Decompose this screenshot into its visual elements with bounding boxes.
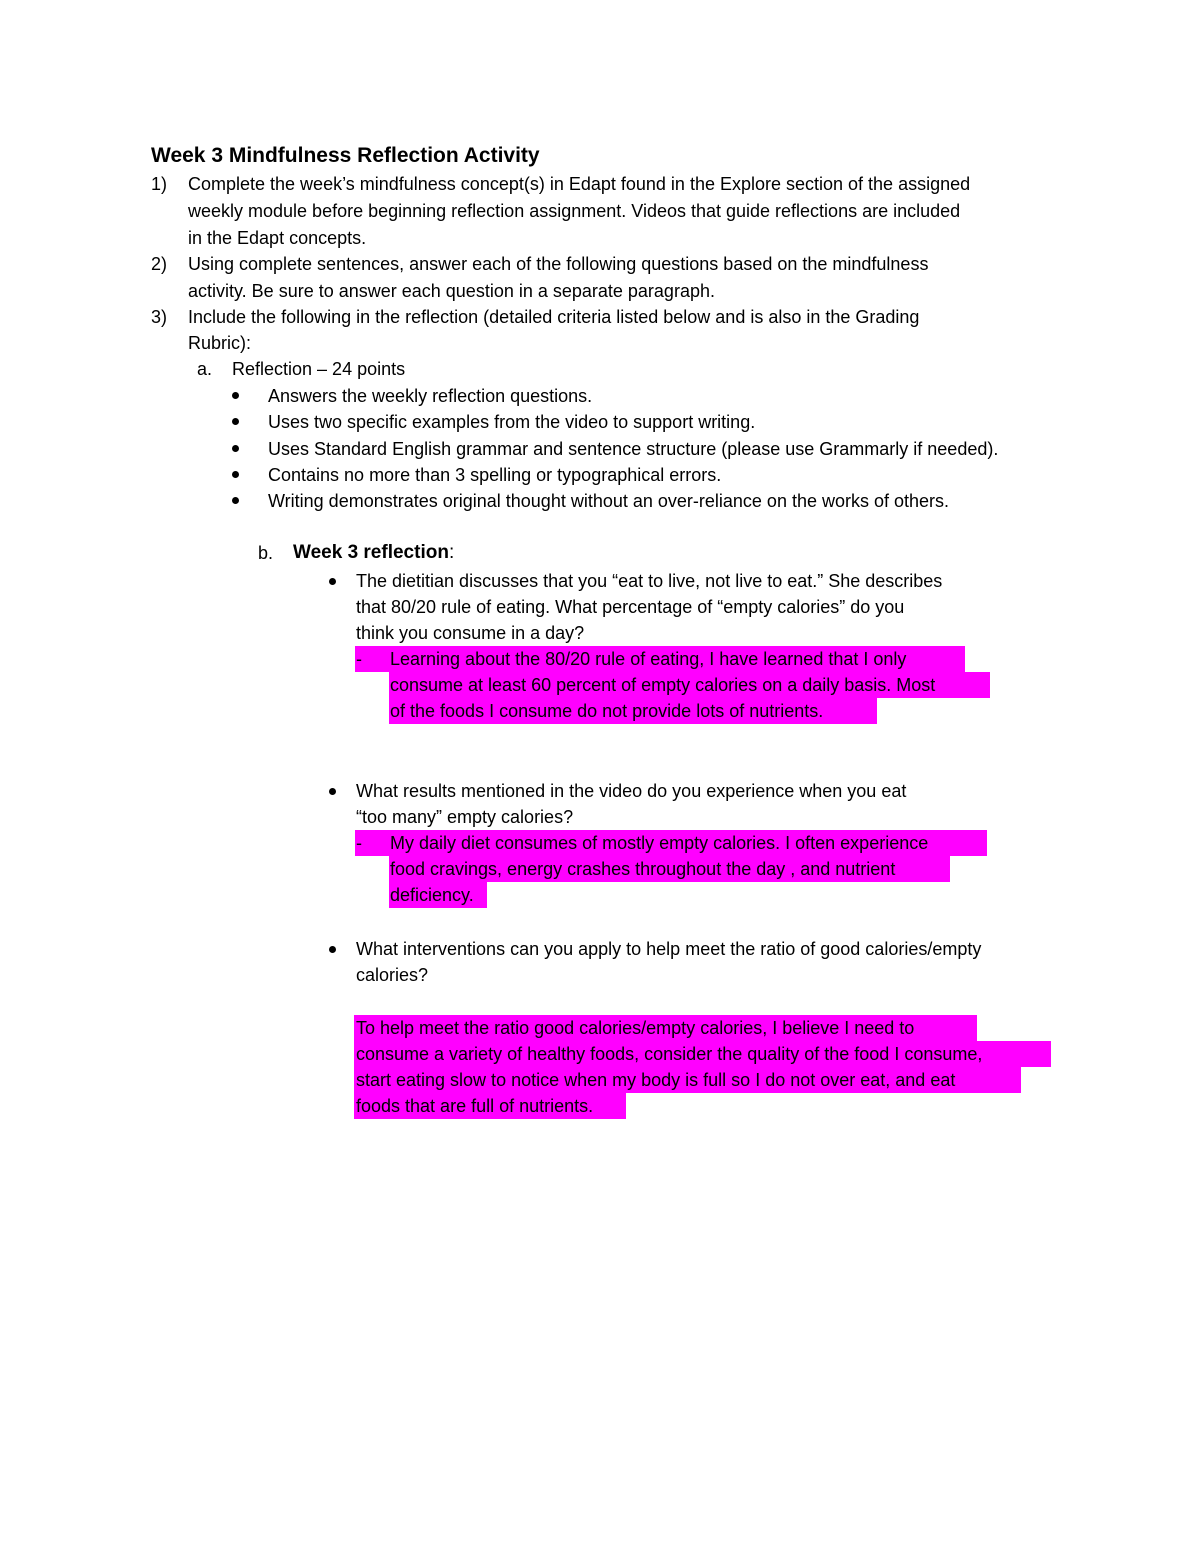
answer-line: of the foods I consume do not provide lots of nutrients. [390,701,824,721]
step-text-line: weekly module before beginning reflection assignment. Videos that guide reflections are included [188,201,961,221]
bullet-icon [329,788,336,795]
bullet-icon [232,392,239,399]
criterion-item: Uses two specific examples from the video to support writing. [268,412,756,432]
answer-line: Learning about the 80/20 rule of eating, I have learned that I only [390,649,907,669]
answer-line: deficiency. [390,885,474,905]
step-text-line: Include the following in the reflection (detailed criteria listed below and is also in the Grading [188,307,920,327]
question-line: “too many” empty calories? [356,807,574,827]
section-b-marker: b. [258,543,274,563]
step-text-line: Rubric): [188,333,252,353]
step-number: 3) [151,307,168,327]
section-b-heading [293,541,454,565]
answer-dash: - [356,833,362,853]
step-text-line: in the Edapt concepts. [188,228,367,248]
bullet-icon [232,497,239,504]
answer-dash: - [356,649,362,669]
bullet-icon [232,418,239,425]
question-line: What interventions can you apply to help meet the ratio of good calories/empty [356,939,982,959]
criterion-item: Uses Standard English grammar and sentence structure (please use Grammarly if needed). [268,439,999,459]
answer-line: foods that are full of nutrients. [356,1096,594,1116]
criterion-item: Writing demonstrates original thought without an over-reliance on the works of others. [268,491,950,511]
answer-line: consume at least 60 percent of empty calories on a daily basis. Most [390,675,936,695]
answer-line: My daily diet consumes of mostly empty calories. I often experience [390,833,929,853]
section-a-marker: a. [197,359,213,379]
question-line: calories? [356,965,429,985]
step-text-line: Using complete sentences, answer each of the following questions based on the mindfulness [188,254,929,274]
document-title: Week 3 Mindfulness Reflection Activity [151,144,540,167]
question-line: The dietitian discusses that you “eat to live, not live to eat.” She describes [356,571,943,591]
section-b-colon: : [448,542,455,563]
step-number: 1) [151,174,168,194]
question-line: What results mentioned in the video do you experience when you eat [356,781,907,801]
bullet-icon [232,445,239,452]
step-text-line: Complete the week’s mindfulness concept(s) in Edapt found in the Explore section of the assigned [188,174,971,194]
answer-line: start eating slow to notice when my body is full so I do not over eat, and eat [356,1070,956,1090]
bullet-icon [232,471,239,478]
section-b-label: Week 3 reflection [293,542,449,563]
question-line: that 80/20 rule of eating. What percentage of “empty calories” do you [356,597,905,617]
bullet-icon [329,946,336,953]
answer-line: To help meet the ratio good calories/empty calories, I believe I need to [356,1018,915,1038]
criterion-item: Answers the weekly reflection questions. [268,386,593,406]
bullet-icon [329,578,336,585]
answer-line: consume a variety of healthy foods, consider the quality of the food I consume, [356,1044,983,1064]
question-line: think you consume in a day? [356,623,585,643]
step-text-line: activity. Be sure to answer each question in a separate paragraph. [188,281,715,301]
section-a-label: Reflection – 24 points [232,359,406,379]
criterion-item: Contains no more than 3 spelling or typographical errors. [268,465,722,485]
step-number: 2) [151,254,168,274]
answer-line: food cravings, energy crashes throughout the day , and nutrient [390,859,896,879]
